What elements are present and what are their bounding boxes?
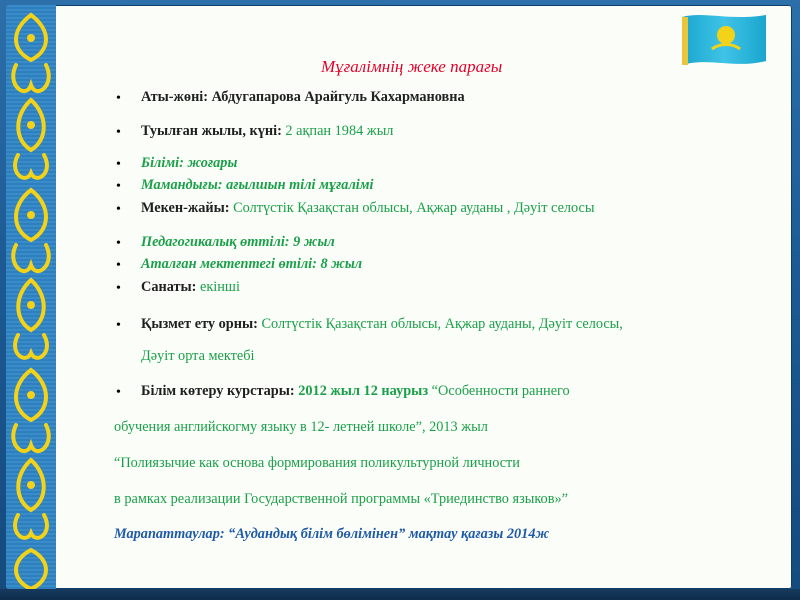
courses-line3: “Полиязычие как основа формирования поликультурной личности xyxy=(114,455,520,471)
category-label: Санаты: xyxy=(141,279,197,295)
content-panel xyxy=(6,5,792,589)
name-value: Абдугапарова Арайгуль Кахармановна xyxy=(211,89,465,105)
bullet: • xyxy=(116,202,121,217)
school-experience-row: Аталған мектептегі өтілі: 8 жыл xyxy=(141,256,363,272)
courses-line1: “Особенности раннего xyxy=(431,383,570,399)
courses-line2: обучения английскогму языку в 12- летней школе”, 2013 жыл xyxy=(114,419,488,435)
awards-row: Марапаттаулар: “Аудандық білім бөлімінен” мақтау қағазы 2014ж xyxy=(114,526,550,542)
bullet: • xyxy=(116,236,121,251)
courses-line4: в рамках реализации Государственной программы «Триединство языков»” xyxy=(114,491,568,507)
birth-label: Туылған жылы, күні: xyxy=(141,123,282,139)
bullet: • xyxy=(116,318,121,333)
ornament-pattern-icon xyxy=(6,5,56,589)
workplace-value-line2: Дәуіт орта мектебі xyxy=(141,348,255,364)
page-title: Мұғалімнің жеке парағы xyxy=(321,57,503,76)
bullet: • xyxy=(116,258,121,273)
courses-row xyxy=(141,383,570,400)
bullet: • xyxy=(116,91,121,106)
name-label: Аты-жөні: xyxy=(141,89,209,105)
birth-row xyxy=(141,123,393,140)
speciality-row: Мамандығы: ағылшын тілі мұғалімі xyxy=(141,177,374,193)
kazakhstan-flag-icon xyxy=(674,11,774,71)
ped-experience-row: Педагогикалық өттілі: 9 жыл xyxy=(141,234,335,250)
birth-value: 2 ақпан 1984 жыл xyxy=(285,123,394,139)
name-row xyxy=(141,89,465,106)
address-row xyxy=(141,200,595,217)
category-row xyxy=(141,279,240,296)
courses-date: 2012 жыл 12 наурыз xyxy=(298,383,429,399)
address-label: Мекен-жайы: xyxy=(141,200,230,216)
bullet: • xyxy=(116,385,121,400)
address-value: Солтүстік Қазақстан облысы, Ақжар ауданы , Дәуіт селосы xyxy=(233,200,595,216)
frame-bottom xyxy=(0,589,800,600)
workplace-row xyxy=(141,316,623,333)
bullet: • xyxy=(116,179,121,194)
courses-label: Білім көтеру курстары: xyxy=(141,383,295,399)
bullet: • xyxy=(116,281,121,296)
education-row: Білімі: жоғары xyxy=(141,155,238,171)
workplace-label: Қызмет ету орны: xyxy=(141,316,258,332)
bullet: • xyxy=(116,125,121,140)
kazakh-ornament-border xyxy=(6,5,56,589)
category-value: екінші xyxy=(200,279,240,295)
bullet: • xyxy=(116,157,121,172)
workplace-value-line1: Солтүстік Қазақстан облысы, Ақжар ауданы, Дәуіт селосы, xyxy=(261,316,623,332)
